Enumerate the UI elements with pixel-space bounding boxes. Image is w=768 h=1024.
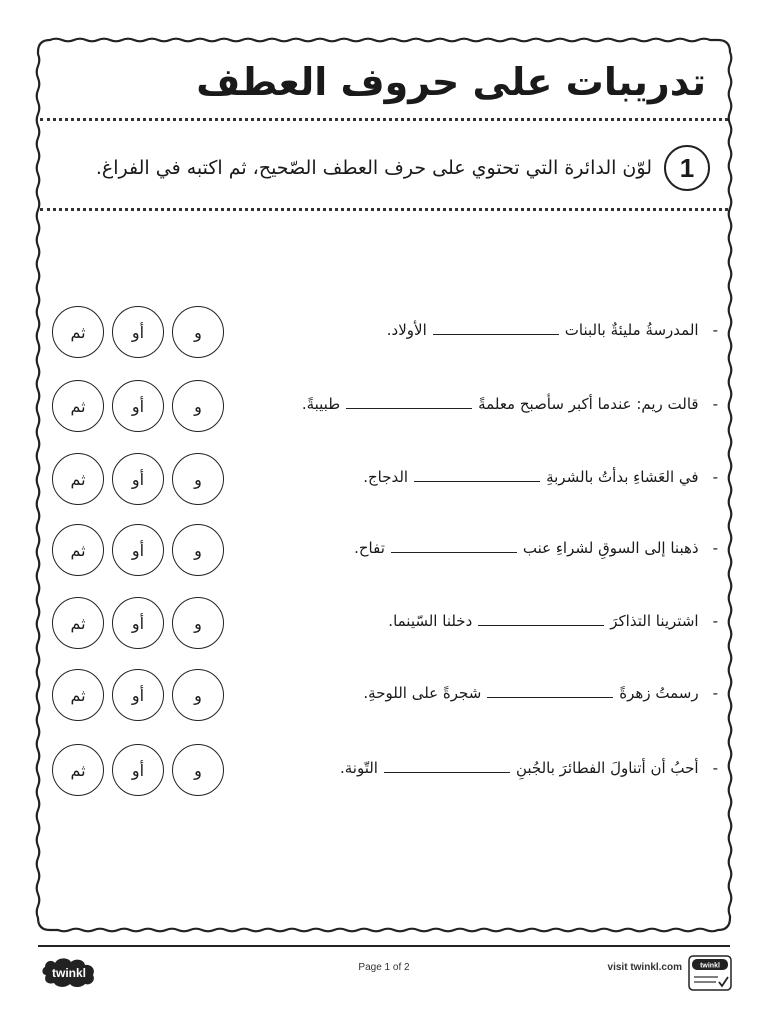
answer-blank[interactable] [346, 394, 472, 409]
bullet-dash: - [712, 395, 718, 413]
bullet-dash: - [712, 468, 718, 486]
exercise-row [0, 380, 768, 434]
exercise-sentence [278, 755, 718, 781]
footer-divider [38, 945, 730, 947]
exercise-sentence [278, 464, 718, 490]
choice-circle-wa[interactable]: و [172, 524, 224, 576]
sentence-after: شجرةً على اللوحةِ. [363, 684, 482, 702]
choice-circle-thumma[interactable]: ثم [52, 306, 104, 358]
exercise-row [0, 597, 768, 651]
choice-circle-aw[interactable]: أو [112, 597, 164, 649]
sentence-before: أحبُ أن أتناولَ الفطائرَ بالجُبنِ [515, 759, 699, 777]
badge-text: twinkl [700, 962, 720, 970]
question-instruction: لوّن الدائرة التي تحتوي على حرف العطف الصّحيح، ثم اكتبه في الفراغ. [95, 157, 652, 179]
exercise-row [0, 744, 768, 798]
sentence-after: الدجاج. [363, 468, 409, 486]
dotted-divider-top [40, 118, 728, 121]
bullet-dash: - [712, 321, 718, 339]
dotted-divider-bottom [40, 208, 728, 211]
choice-circle-wa[interactable]: و [172, 306, 224, 358]
sentence-after: دخلنا السّينما. [388, 612, 473, 630]
quality-standard-badge [688, 955, 732, 991]
bullet-dash: - [712, 759, 718, 777]
exercise-sentence [278, 680, 718, 706]
choice-circle-thumma[interactable]: ثم [52, 524, 104, 576]
answer-blank[interactable] [433, 320, 559, 335]
choice-circle-aw[interactable]: أو [112, 453, 164, 505]
sentence-before: المدرسةُ مليئةٌ بالبنات [564, 321, 699, 339]
choice-circle-aw[interactable]: أو [112, 669, 164, 721]
choice-circle-aw[interactable]: أو [112, 744, 164, 796]
sentence-before: قالت ريم: عندما أكبر سأصبح معلمةً [478, 395, 699, 413]
choice-circle-thumma[interactable]: ثم [52, 744, 104, 796]
sentence-before: رسمتُ زهرةً [619, 684, 699, 702]
choice-circle-aw[interactable]: أو [112, 306, 164, 358]
answer-blank[interactable] [478, 611, 604, 626]
choice-circle-thumma[interactable]: ثم [52, 380, 104, 432]
sentence-before: ذهبنا إلى السوقِ لشراءِ عنب [522, 539, 699, 557]
bullet-dash: - [712, 539, 718, 557]
choice-circle-wa[interactable]: و [172, 744, 224, 796]
sentence-after: تفاح. [354, 539, 385, 557]
exercise-row [0, 306, 768, 360]
choice-circle-aw[interactable]: أو [112, 380, 164, 432]
choice-circle-wa[interactable]: و [172, 597, 224, 649]
choice-circle-thumma[interactable]: ثم [52, 597, 104, 649]
sentence-before: اشترينا التذاكرَ [610, 612, 699, 630]
sentence-after: الأولاد. [386, 321, 427, 339]
answer-blank[interactable] [414, 467, 540, 482]
choice-circle-wa[interactable]: و [172, 380, 224, 432]
exercise-row [0, 453, 768, 507]
twinkl-logo[interactable] [40, 955, 98, 989]
logo-text: twinkl [51, 966, 87, 980]
bullet-dash: - [712, 612, 718, 630]
answer-blank[interactable] [391, 538, 517, 553]
choice-circle-wa[interactable]: و [172, 669, 224, 721]
answer-blank[interactable] [384, 758, 510, 773]
choice-circle-aw[interactable]: أو [112, 524, 164, 576]
exercise-sentence [278, 391, 718, 417]
sentence-before: في العَشاءِ بدأتُ بالشربةِ [546, 468, 699, 486]
worksheet-title: تدريبات على حروف العطف [196, 60, 706, 104]
choice-circle-thumma[interactable]: ثم [52, 453, 104, 505]
exercise-row [0, 669, 768, 723]
choice-circle-wa[interactable]: و [172, 453, 224, 505]
visit-link[interactable]: visit twinkl.com [607, 962, 682, 973]
exercise-sentence [278, 535, 718, 561]
bullet-dash: - [712, 684, 718, 702]
exercise-row [0, 524, 768, 578]
sentence-after: التّونة. [339, 759, 378, 777]
sentence-after: طبيبةً. [301, 395, 341, 413]
page-number: Page 1 of 2 [358, 962, 410, 973]
answer-blank[interactable] [487, 683, 613, 698]
exercise-sentence [278, 608, 718, 634]
exercise-sentence [278, 317, 718, 343]
question-number-badge: 1 [664, 145, 710, 191]
choice-circle-thumma[interactable]: ثم [52, 669, 104, 721]
